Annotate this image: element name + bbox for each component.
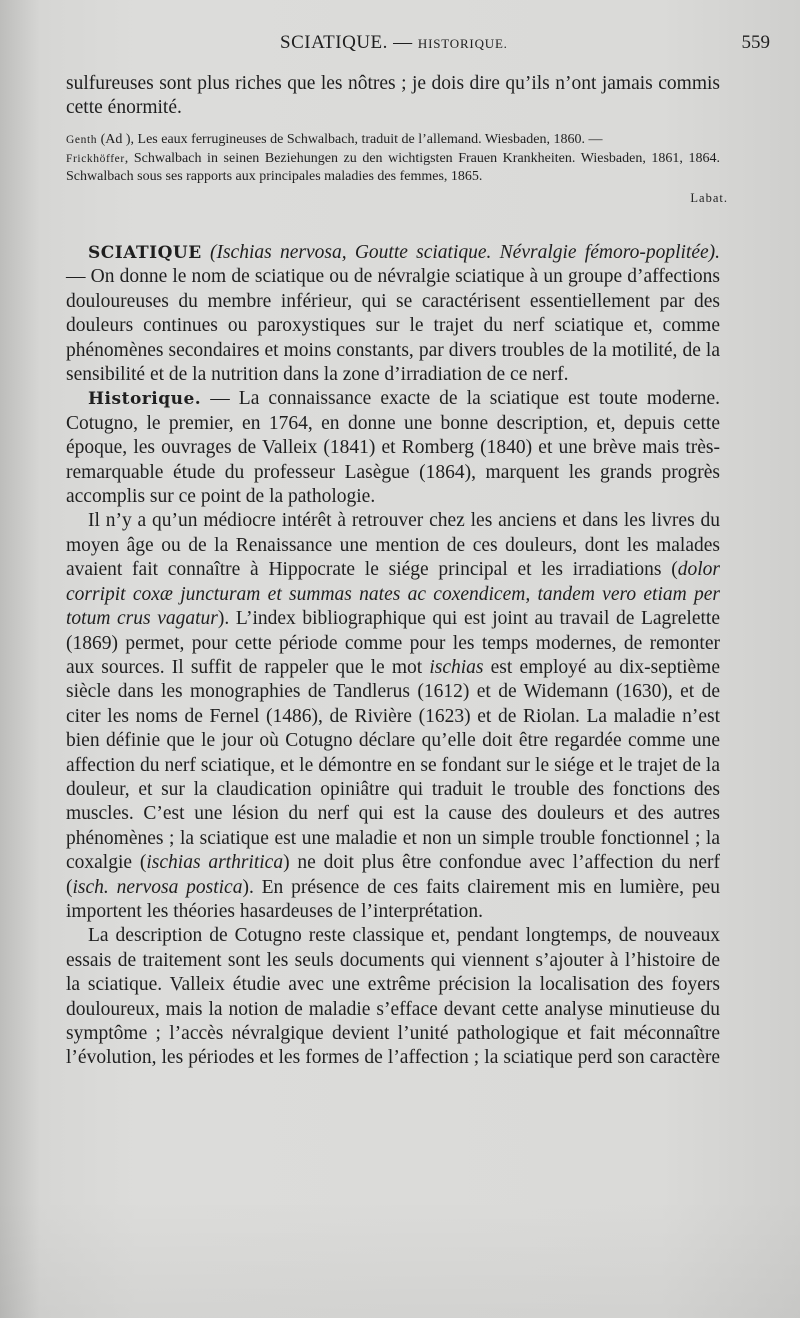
running-header: [60, 32, 770, 58]
hippocrates-quote: dolor corripit coxæ juncturam et summas nates ac coxendicem, tandem vero etiam per totum crus vagatur: [66, 559, 720, 630]
paragraph-end: sulfureuses sont plus riches que les nôtres ; je dois dire qu’ils n’ont jamais commis cette énormité.: [66, 73, 720, 119]
continued-paragraph: [66, 72, 720, 121]
history-paragraph-2: Il n’y a qu’un médiocre intérêt à retrouver chez les anciens et dans les livres du moyen âge ou de la Renaissance une mention de ces douleurs, dont les malades avaient fait connaître à Hippocrate le siége principal et les irradiations (dolor corripit coxæ juncturam et summas nates ac coxendicem, tandem vero etiam per totum crus vagatur). L’index bibliographique qui est joint au travail de Lagrelette (1869) permet, pour cette période comme pour les temps modernes, de remonter aux sources. Il suffit de rappeler que le mot ischias est employé au dix-septième siècle dans les monographies de Tandlerus (1612) et de Widemann (1630), et de citer les noms de Fernel (1486), de Rivière (1623) et de Riolan. La maladie n’est bien définie que le jour où Cotugno déclare qu’elle doit être regardée comme une affection du nerf sciatique, et le démontre en se fondant sur le siége et le trajet de la douleur, et sur la claudication opiniâtre qui traduit le trouble des fonctions des muscles. C’est une lésion du nerf qui est la cause des douleurs et des autres phénomènes ; la sciatique est une maladie et non un simple trouble fonctionnel ; la coxalgie (ischias arthritica) ne doit plus être confondue avec l’affection du nerf (isch. nervosa postica). En présence de ces faits clairement mis en lumière, peu importent les théories hasardeuses de l’interprétation.: [66, 510, 721, 922]
bib-author: Frickhöffer: [66, 152, 125, 165]
headword: SCIATIQUE: [88, 243, 202, 263]
article-intro: SCIATIQUE (Ischias nervosa, Goutte sciatique. Névralgie fémoro-poplitée). — On donne le nom de sciatique ou de névralgie sciatique à un groupe d’affections douloureuses du membre inférieur, qui se caractérisent essentiellement par des douleurs continues ou paroxystiques sur le trajet du nerf sciatique et, comme phénomènes secondaires et moins constants, par divers troubles de la motilité, de la sensibilité et de la nutrition dans la zone d’irradiation de ce nerf.: [66, 242, 720, 386]
running-title: SCIATIQUE. — HISTORIQUE.: [280, 32, 508, 53]
bib-entry-genth: Genth (Ad ), Les eaux ferrugineuses de Schwalbach, traduit de l’allemand. Wiesbaden, 1860. —: [66, 132, 603, 147]
running-subtitle: HISTORIQUE.: [417, 36, 508, 51]
page-number: 559: [741, 32, 770, 53]
historique-paragraph: Historique. — La connaissance exacte de la sciatique est toute moderne. Cotugno, le premier, en 1764, en donne une bonne description, et, depuis cette époque, les ouvrages de Valleix (1841) et Romberg (1840) et une brève mais très-remarquable étude du professeur Lasègue (1864), marquent les grands progrès accomplis sur ce point de la pathologie.: [66, 388, 720, 508]
synonyms: (Ischias nervosa, Goutte sciatique. Névralgie fémoro-poplitée).: [209, 242, 720, 263]
bib-author: Genth: [66, 134, 98, 146]
bib-entry-frickhoffer: Frickhöffer, Schwalbach in seinen Beziehungen zu den wichtigsten Frauen Krankheiten. Wiesbaden, 1861, 1864. Schwalbach sous ses rapports aux principales maladies des femmes, 1865.: [66, 150, 720, 184]
article-body: [66, 241, 720, 1071]
author-signature: Labat.: [690, 191, 728, 205]
page-shadow: [0, 1198, 800, 1318]
history-paragraph-3: La description de Cotugno reste classique et, pendant longtemps, de nouveaux essais de traitement sont les seuls documents qui viennent s’ajouter à l’histoire de la sciatique. Valleix étudie avec une extrême précision la localisation des foyers douloureux, mais la notion de maladie s’efface devant cette analyse minutieuse du symptôme ; l’accès névralgique devient l’unité pathologique et fait méconnaître l’évolution, les périodes et les formes de l’affection ; la sciatique perd son caractère: [66, 925, 720, 1069]
section-heading: Historique.: [88, 389, 202, 410]
bibliography: [66, 131, 720, 186]
